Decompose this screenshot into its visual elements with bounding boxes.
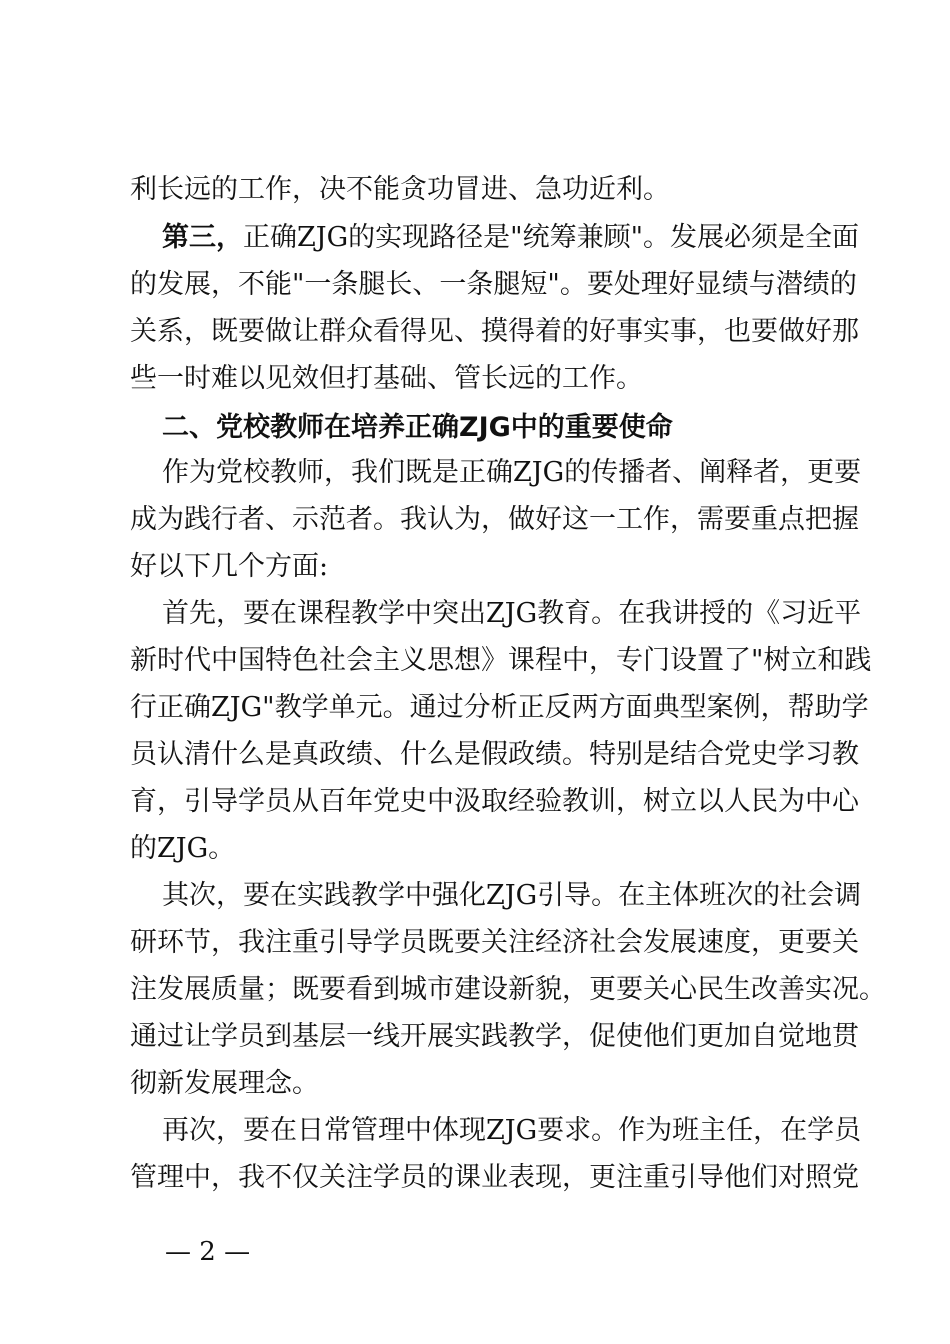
paragraph-line: 管理中，我不仅关注学员的课业表现，更注重引导他们对照党 [130,1162,859,1193]
paragraph-line: 作为党校教师，我们既是正确ZJG的传播者、阐释者，更要 [162,457,862,488]
paragraph-line: 的ZJG。 [130,833,236,864]
section-heading: 二、党校教师在培养正确ZJG中的重要使命 [162,412,673,443]
paragraph-line: 成为践行者、示范者。我认为，做好这一工作，需要重点把握 [130,504,859,535]
paragraph-line: 注发展质量；既要看到城市建设新貌，更要关心民生改善实况。 [130,974,886,1005]
paragraph-line: 育，引导学员从百年党史中汲取经验教训，树立以人民为中心 [130,786,859,817]
emphasis-text: 第三， [162,222,243,253]
paragraph-line [162,218,859,258]
paragraph-line: 首先，要在课程教学中突出ZJG教育。在我讲授的《习近平 [162,598,862,629]
paragraph-line: 彻新发展理念。 [130,1068,319,1099]
paragraph-line: 通过让学员到基层一线开展实践教学，促使他们更加自觉地贯 [130,1021,859,1052]
paragraph-line: 利长远的工作，决不能贪功冒进、急功近利。 [130,174,670,205]
paragraph-line: 些一时难以见效但打基础、管长远的工作。 [130,363,643,394]
paragraph-line: 行正确ZJG"教学单元。通过分析正反两方面典型案例，帮助学 [130,692,869,723]
paragraph-line: 其次，要在实践教学中强化ZJG引导。在主体班次的社会调 [162,880,862,911]
paragraph-line: 员认清什么是真政绩、什么是假政绩。特别是结合党史学习教 [130,739,859,770]
paragraph-text: 正确ZJG的实现路径是"统筹兼顾"。发展必须是全面 [243,222,859,253]
page-number: — 2 — [165,1237,251,1267]
paragraph-line: 关系，既要做让群众看得见、摸得着的好事实事，也要做好那 [130,316,859,347]
paragraph-line: 再次，要在日常管理中体现ZJG要求。作为班主任，在学员 [162,1115,862,1146]
paragraph-line: 好以下几个方面: [130,551,329,582]
paragraph-line: 的发展，不能"一条腿长、一条腿短"。要处理好显绩与潜绩的 [130,269,857,300]
paragraph-line: 研环节，我注重引导学员既要关注经济社会发展速度，更要关 [130,927,859,958]
paragraph-line: 新时代中国特色社会主义思想》课程中，专门设置了"树立和践 [130,645,872,676]
